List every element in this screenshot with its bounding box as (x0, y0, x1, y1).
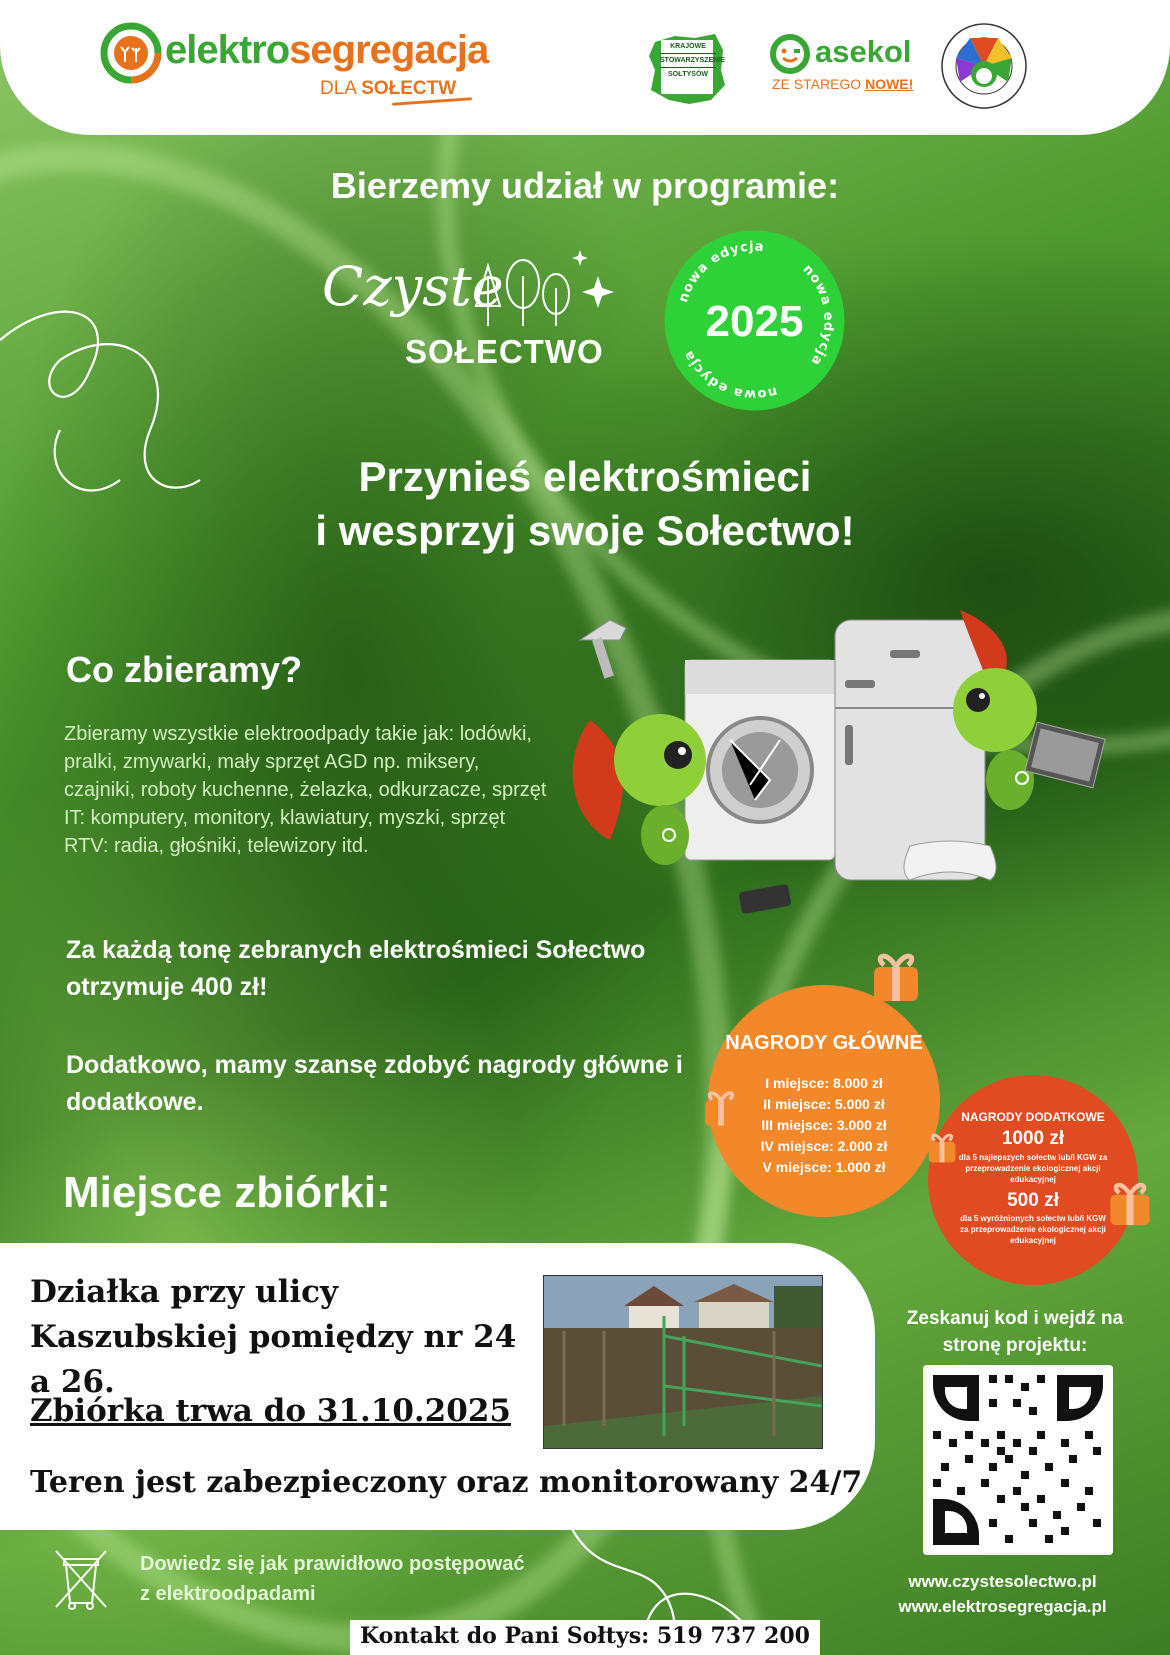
learn-more-text: Dowiedz się jak prawidłowo postępować z elektroodpadami (140, 1553, 525, 1605)
trees-icon (468, 246, 638, 328)
kss-line: KRAJOWE (660, 40, 716, 54)
program-intro: Bierzemy udział w programie: (330, 165, 840, 206)
website-link[interactable]: www.elektrosegregacja.pl (898, 1597, 1107, 1616)
main-prize-item: II miejsce: 5.000 zł (763, 1096, 885, 1112)
main-prizes-list (728, 1073, 920, 1178)
kss-line: SOŁTYSÓW (667, 71, 709, 78)
collect-text: Zbieramy wszystkie elektroodpady takie jak: lodówki, pralki, zmywarki, mały sprzęt AGD np. miksery, czajniki, roboty kuchenne, żelazka, odkurzacze, sprzęt IT: komputery, monitory, klawiatury, myszki, sprzęt RTV: radia, głośniki, telewizory itd. (64, 723, 547, 857)
qr-code[interactable] (923, 1365, 1113, 1555)
additional-prizes-text: Dodatkowo, mamy szansę zdobyć nagrody główne i dodatkowe. (66, 1051, 683, 1116)
brand-logo (165, 28, 488, 73)
asekol-slogan (772, 76, 913, 92)
extra-prize-description: dla 5 najlepszych sołectw lub/i KGW za przeprowadzenie ekologicznej akcji edukacyjnej (958, 1153, 1108, 1184)
badge-year: 2025 (705, 297, 804, 346)
main-prizes-title: NAGRODY GŁÓWNE (725, 1032, 923, 1054)
badge-ring-text: nowa edycja (676, 239, 766, 305)
extra-prize-description: dla 5 wyróżnionych sołectw lub/i KGW za przeprowadzenie ekologicznej akcji edukacyjnej (960, 1214, 1106, 1245)
badge-ring-text: nowa edycja (680, 347, 779, 402)
main-prize-item: IV miejsce: 2.000 zł (760, 1138, 888, 1154)
asekol-face-icon (770, 34, 810, 74)
asekol-sub-accent: NOWE! (865, 76, 914, 92)
per-ton-text: Za każdą tonę zebranych elektrośmieci Sołectwo otrzymuje 400 zł! (66, 936, 646, 1001)
edition-badge (662, 228, 847, 413)
gift-icon (700, 1085, 742, 1127)
appliances-illustration (570, 610, 1110, 940)
gift-icon (925, 1128, 959, 1164)
extra-prize-amount: 1000 zł (1001, 1128, 1065, 1149)
brand-accent: segregacja (289, 28, 489, 72)
brand-sub-prefix: DLA (320, 78, 356, 99)
main-prize-item: III miejsce: 3.000 zł (761, 1117, 887, 1133)
brand-main: elektro (165, 28, 290, 72)
collect-title: Co zbieramy? (66, 649, 303, 690)
extra-prize-amount: 500 zł (1007, 1190, 1059, 1211)
crossed-bin-icon (50, 1545, 112, 1613)
phone-icon (738, 884, 791, 914)
main-prize-item: I miejsce: 8.000 zł (765, 1075, 883, 1091)
header-bar (0, 0, 1170, 135)
gift-icon (868, 945, 924, 1003)
extra-prizes-title: NAGRODY DODATKOWE (961, 1110, 1105, 1124)
main-prizes-circle (708, 985, 940, 1217)
czyste-logo-word: SOŁECTWO (405, 333, 604, 370)
washing-machine-icon (685, 660, 835, 860)
asekol-logo: asekol (815, 34, 912, 69)
place-address: Działka przy ulicy Kaszubskiej pomiędzy nr 24 a 26. (30, 1274, 517, 1400)
headline-line: i wesprzyj swoje Sołectwo! (315, 507, 855, 554)
website-link[interactable]: www.czystesolectwo.pl (908, 1572, 1097, 1591)
asekol-sub-prefix: ZE STAREGO (772, 76, 862, 92)
gift-icon (1105, 1175, 1155, 1227)
headline-line: Przynieś elektrośmieci (358, 453, 812, 500)
main-prize-item: V miejsce: 1.000 zł (762, 1159, 886, 1175)
kss-logo-text (660, 40, 725, 81)
badge-ring-text: nowa edycja (799, 261, 836, 369)
project-links (860, 1569, 1145, 1619)
brand-sub-accent: SOŁECTW (361, 78, 457, 99)
mascot-left-icon (573, 714, 706, 865)
collection-site-photo (543, 1275, 823, 1449)
brand-subtitle (320, 78, 456, 100)
laptop-icon (1025, 722, 1105, 787)
czyste-logo-script: Czyste (322, 255, 504, 318)
collection-deadline: Zbiórka trwa do 31.10.2025 (30, 1393, 511, 1429)
recycle-leaf-icon (100, 22, 162, 84)
hair-dryer-icon (580, 620, 626, 679)
kss-line: STOWARZYSZENIE (660, 54, 716, 68)
headline (0, 450, 1170, 558)
contact-text: Kontakt do Pani Sołtys: 519 737 200 (360, 1623, 810, 1649)
scan-instruction: Zeskanuj kod i wejdź na stronę projektu: (906, 1308, 1124, 1356)
security-note: Teren jest zabezpieczony oraz monitorowany 24/7 (30, 1465, 863, 1500)
association-seal-icon (940, 22, 1028, 110)
place-title: Miejsce zbiórki: (63, 1168, 391, 1217)
